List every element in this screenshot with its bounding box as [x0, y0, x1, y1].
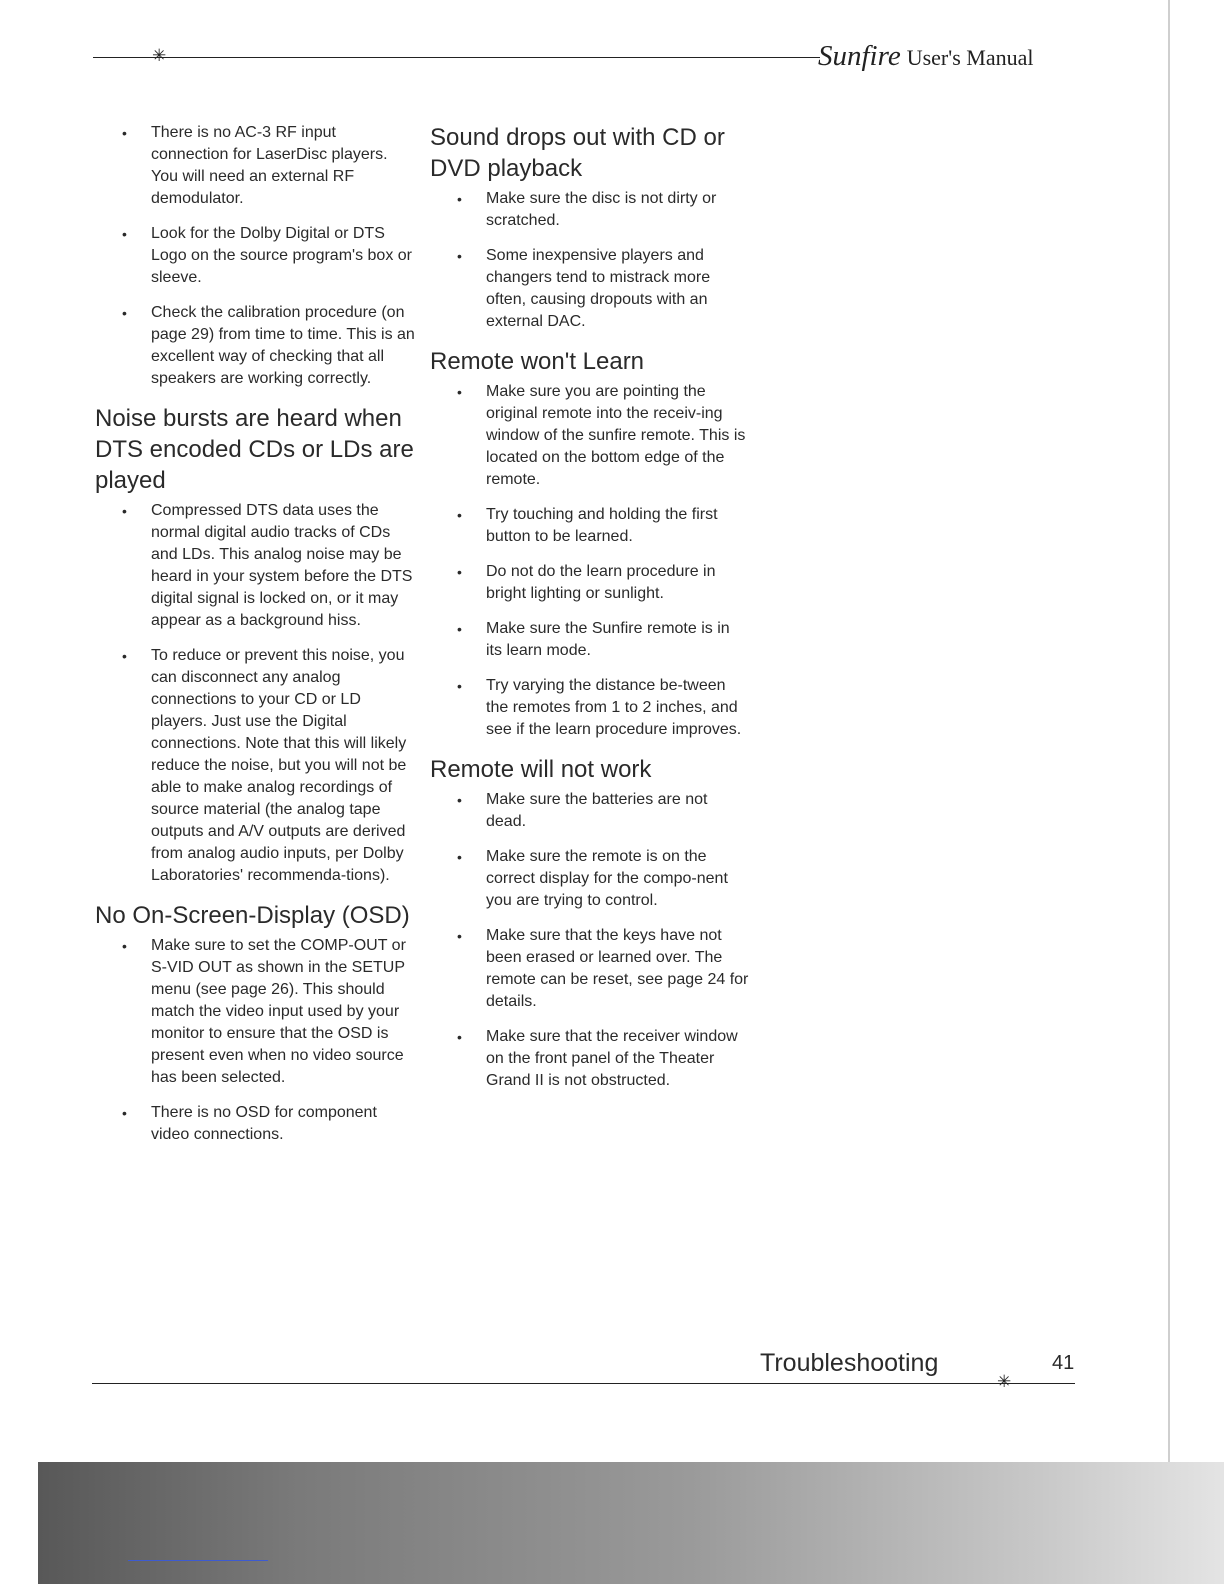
dropout-bullet-list: [430, 188, 750, 333]
list-item: • Make sure that the keys have not been erased or learned over. The remote can be reset, see page 24 for details.: [430, 925, 750, 1013]
heading-remote-will-not-work: Remote will not work: [430, 756, 652, 783]
brand-name: Sunfire: [818, 40, 901, 72]
noise-bullet-list: [95, 500, 415, 887]
list-item: • Make sure the remote is on the correct display for the compo-nent you are trying to control.: [430, 846, 750, 912]
scan-shadow-band: [38, 1462, 1224, 1584]
list-item: • Make sure the disc is not dirty or scratched.: [430, 188, 750, 232]
footer-star-icon: ✳: [997, 1372, 1012, 1392]
manual-title: User's Manual: [906, 45, 1034, 70]
list-item: • Make sure you are pointing the original remote into the receiv-ing window of the sunfire remote. This is located on the bottom edge of the remote.: [430, 381, 750, 491]
list-item: • Try touching and holding the first button to be learned.: [430, 504, 750, 548]
running-header: [818, 40, 1033, 73]
heading-sound-drops: Sound drops out with CD or DVD playback: [430, 124, 725, 182]
list-item: • Make sure to set the COMP-OUT or S-VID OUT as shown in the SETUP menu (see page 26). This should match the video input used by your monitor to ensure that the OSD is present even when no video source has been selected.: [95, 935, 415, 1089]
list-item: • To reduce or prevent this noise, you can disconnect any analog connections to your CD or LD players. Just use the Digital connections. Note that this will likely reduce the noise, but you will not be able to make analog recordings of source material (the analog tape outputs and A/V outputs are derived from analog audio inputs, per Dolby Laboratories' recommenda-tions).: [95, 645, 415, 887]
list-item: • Make sure the Sunfire remote is in its learn mode.: [430, 618, 750, 662]
page-edge: [1168, 0, 1170, 1470]
header-rule: [93, 57, 820, 58]
footer-section-name: Troubleshooting: [760, 1349, 939, 1377]
heading-remote-wont-learn: Remote won't Learn: [430, 348, 645, 375]
work-bullet-list: [430, 789, 750, 1092]
heading-noise-bursts: Noise bursts are heard when DTS encoded CDs or LDs are played: [95, 405, 414, 494]
top-bullet-list: [95, 122, 415, 390]
right-column: [430, 122, 750, 1105]
list-item: • Do not do the learn procedure in bright lighting or sunlight.: [430, 561, 750, 605]
header-star-icon: ✳: [152, 46, 167, 66]
list-item: • Some inexpensive players and changers tend to mistrack more often, causing dropouts with an external DAC.: [430, 245, 750, 333]
left-column: [95, 122, 415, 1159]
scan-line: [128, 1560, 268, 1561]
list-item: • Make sure the batteries are not dead.: [430, 789, 750, 833]
list-item: • There is no AC-3 RF input connection for LaserDisc players. You will need an external RF demodulator.: [95, 122, 415, 210]
list-item: • Check the calibration procedure (on page 29) from time to time. This is an excellent way of checking that all speakers are working correctly.: [95, 302, 415, 390]
list-item: • There is no OSD for component video connections.: [95, 1102, 415, 1146]
list-item: • Make sure that the receiver window on the front panel of the Theater Grand II is not obstructed.: [430, 1026, 750, 1092]
list-item: • Look for the Dolby Digital or DTS Logo on the source program's box or sleeve.: [95, 223, 415, 289]
heading-no-osd: No On-Screen-Display (OSD): [95, 902, 410, 929]
footer-rule: [92, 1383, 1075, 1384]
list-item: • Try varying the distance be-tween the remotes from 1 to 2 inches, and see if the learn procedure improves.: [430, 675, 750, 741]
learn-bullet-list: [430, 381, 750, 741]
page-number: 41: [1052, 1352, 1075, 1374]
osd-bullet-list: [95, 935, 415, 1146]
list-item: • Compressed DTS data uses the normal digital audio tracks of CDs and LDs. This analog noise may be heard in your system before the DTS digital signal is locked on, or it may appear as a background hiss.: [95, 500, 415, 632]
